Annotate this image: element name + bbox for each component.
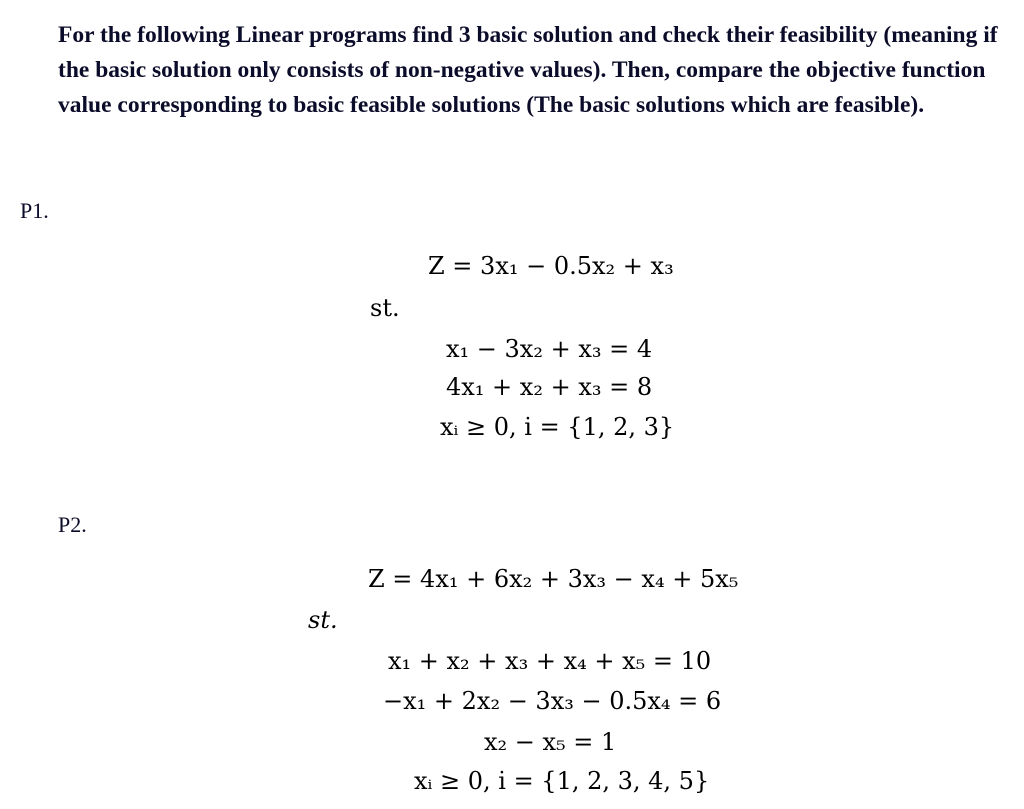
problem-1-st-label: st. — [370, 294, 400, 322]
problem-2-nonnegativity: xᵢ ≥ 0, i = {1, 2, 3, 4, 5} — [414, 767, 710, 795]
instructions-paragraph: For the following Linear programs find 3 basic solution and check their feasibility (meaning if the basic solution only consists of non-negative values). Then, compare the objective function value corresponding to basic feasible solutions (The basic solutions which are feasible). — [58, 22, 998, 118]
problem-1-objective: Z = 3x₁ − 0.5x₂ + x₃ — [428, 252, 674, 280]
problem-2-label: P2. — [58, 512, 87, 537]
problem-2-st-label: st. — [308, 606, 338, 634]
problem-2-constraint-3: x₂ − x₅ = 1 — [484, 728, 617, 756]
problem-1-nonnegativity: xᵢ ≥ 0, i = {1, 2, 3} — [440, 413, 675, 441]
problem-2-constraint-2: −x₁ + 2x₂ − 3x₃ − 0.5x₄ = 6 — [383, 687, 722, 715]
problem-1-label: P1. — [20, 198, 49, 223]
problem-2-constraint-1: x₁ + x₂ + x₃ + x₄ + x₅ = 10 — [388, 647, 712, 675]
problem-1-constraint-2: 4x₁ + x₂ + x₃ = 8 — [446, 373, 653, 401]
problem-1-constraint-1: x₁ − 3x₂ + x₃ = 4 — [446, 335, 653, 363]
problem-2-objective: Z = 4x₁ + 6x₂ + 3x₃ − x₄ + 5x₅ — [368, 565, 739, 593]
